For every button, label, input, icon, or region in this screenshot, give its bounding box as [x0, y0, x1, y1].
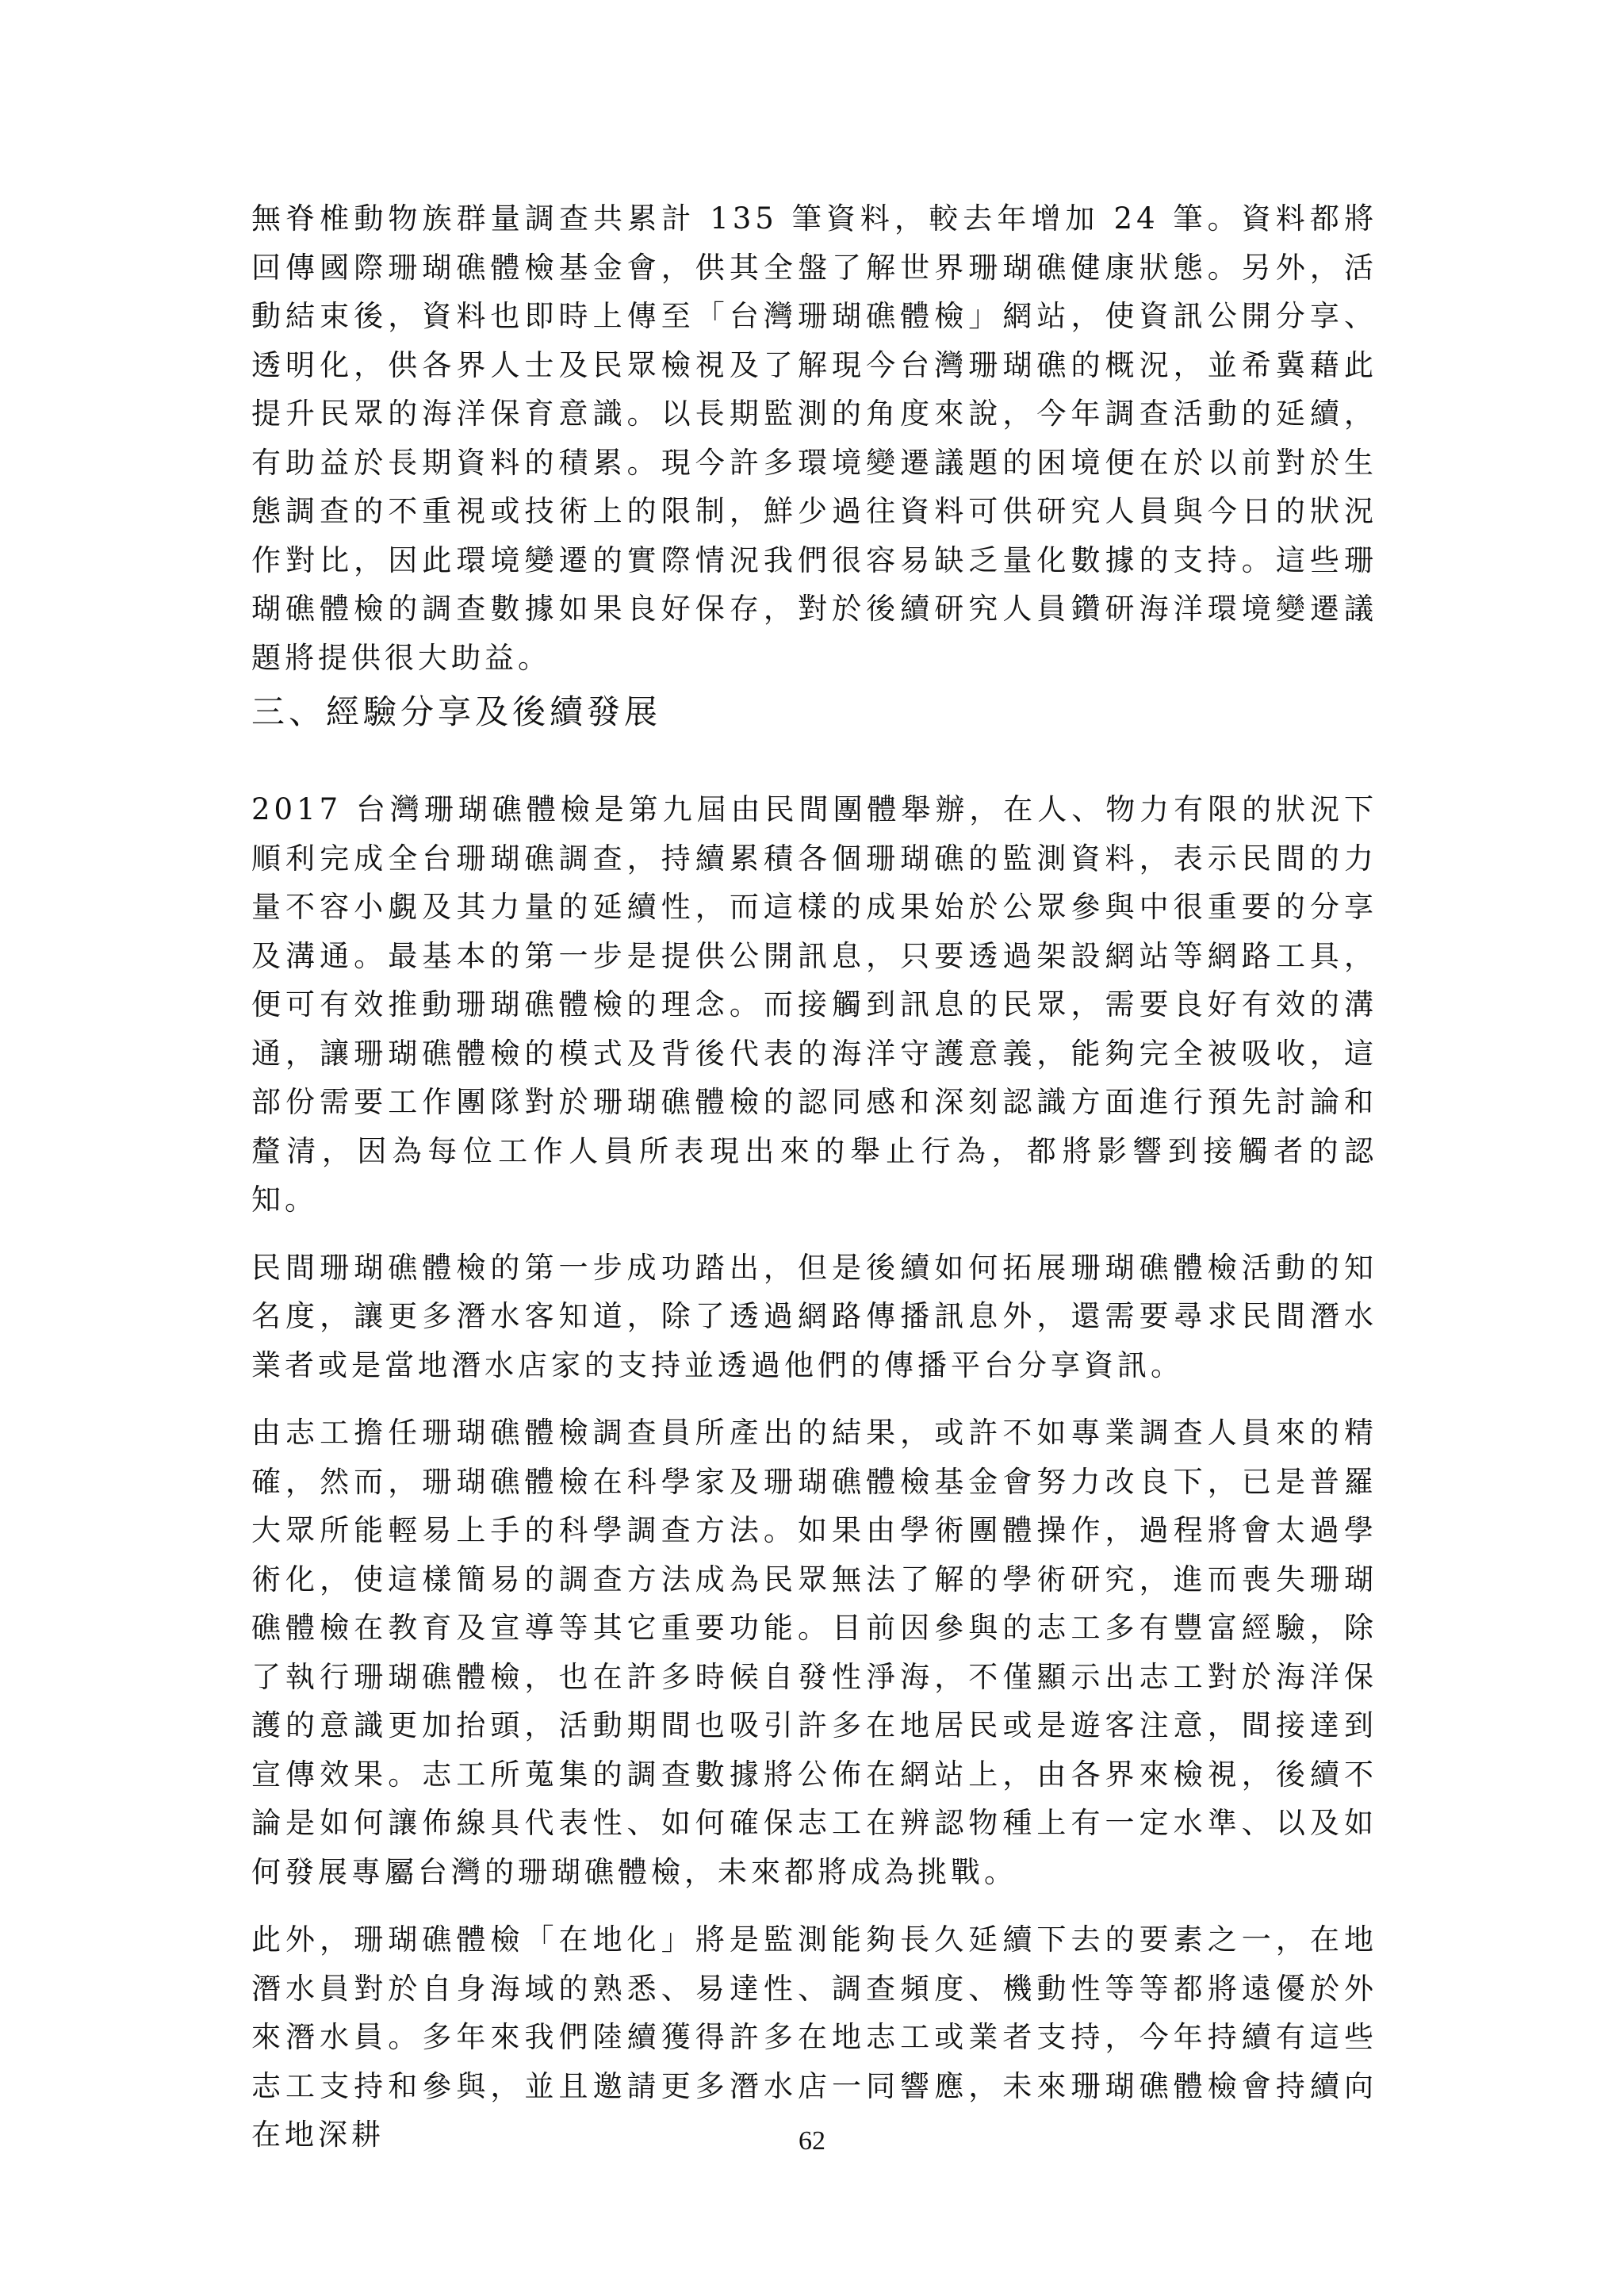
intro-paragraph: 無脊椎動物族群量調查共累計 135 筆資料，較去年增加 24 筆。資料都將回傳國際珊瑚礁體檢基金會，供其全盤了解世界珊瑚礁健康狀態。另外，活動結束後，資料也即時上傳至「台灣珊瑚礁體檢」網站，使資訊公開分享、透明化，供各界人士及民眾檢視及了解現今台灣珊瑚礁的概況，並希冀藉此提升民眾的海洋保育意識。以長期監測的角度來說，今年調查活動的延續，有助益於長期資料的積累。現今許多環境變遷議題的困境便在於以前對於生態調查的不重視或技術上的限制，鮮少過往資料可供研究人員與今日的狀況作對比，因此環境變遷的實際情況我們很容易缺乏量化數據的支持。這些珊瑚礁體檢的調查數據如果良好保存，對於後續研究人員鑽研海洋環境變遷議題將提供很大助益。: [251, 201, 1377, 675]
intro-section: [251, 194, 1377, 682]
section-body: [251, 785, 1377, 2160]
section-heading-block: [251, 688, 1377, 736]
body-paragraph: 此外，珊瑚礁體檢「在地化」將是監測能夠長久延續下去的要素之一，在地潛水員對於自身海域的熟悉、易達性、調查頻度、機動性等等都將遠優於外來潛水員。多年來我們陸續獲得許多在地志工或業者支持，今年持續有這些志工支持和參與，並且邀請更多潛水店一同響應，未來珊瑚礁體檢會持續向在地深耕: [251, 1922, 1377, 2152]
page-number: 62: [799, 2126, 825, 2156]
body-paragraph: 由志工擔任珊瑚礁體檢調查員所產出的結果，或許不如專業調查人員來的精確，然而，珊瑚礁體檢在科學家及珊瑚礁體檢基金會努力改良下，已是普羅大眾所能輕易上手的科學調查方法。如果由學術團體操作，過程將會太過學術化，使這樣簡易的調查方法成為民眾無法了解的學術研究，進而喪失珊瑚礁體檢在教育及宣導等其它重要功能。目前因參與的志工多有豐富經驗，除了執行珊瑚礁體檢，也在許多時候自發性淨海，不僅顯示出志工對於海洋保護的意識更加抬頭，活動期間也吸引許多在地居民或是遊客注意，間接達到宣傳效果。志工所蒐集的調查數據將公佈在網站上，由各界來檢視，後續不論是如何讓佈線具代表性、如何確保志工在辨認物種上有一定水準、以及如何發展專屬台灣的珊瑚礁體檢，未來都將成為挑戰。: [251, 1416, 1377, 1889]
body-paragraph: 民間珊瑚礁體檢的第一步成功踏出，但是後續如何拓展珊瑚礁體檢活動的知名度，讓更多潛水客知道，除了透過網路傳播訊息外，還需要尋求民間潛水業者或是當地潛水店家的支持並透過他們的傳播平台分享資訊。: [251, 1250, 1377, 1382]
section-heading: 三、經驗分享及後續發展: [251, 692, 662, 731]
body-paragraph: 2017 台灣珊瑚礁體檢是第九屆由民間團體舉辦，在人、物力有限的狀況下順利完成全台珊瑚礁調查，持續累積各個珊瑚礁的監測資料，表示民間的力量不容小覷及其力量的延續性，而這樣的成果始於公眾參與中很重要的分享及溝通。最基本的第一步是提供公開訊息，只要透過架設網站等網路工具，便可有效推動珊瑚礁體檢的理念。而接觸到訊息的民眾，需要良好有效的溝通，讓珊瑚礁體檢的模式及背後代表的海洋守護意義，能夠完全被吸收，這部份需要工作團隊對於珊瑚礁體檢的認同感和深刻認識方面進行預先討論和釐清，因為每位工作人員所表現出來的舉止行為，都將影響到接觸者的認知。: [251, 792, 1377, 1217]
